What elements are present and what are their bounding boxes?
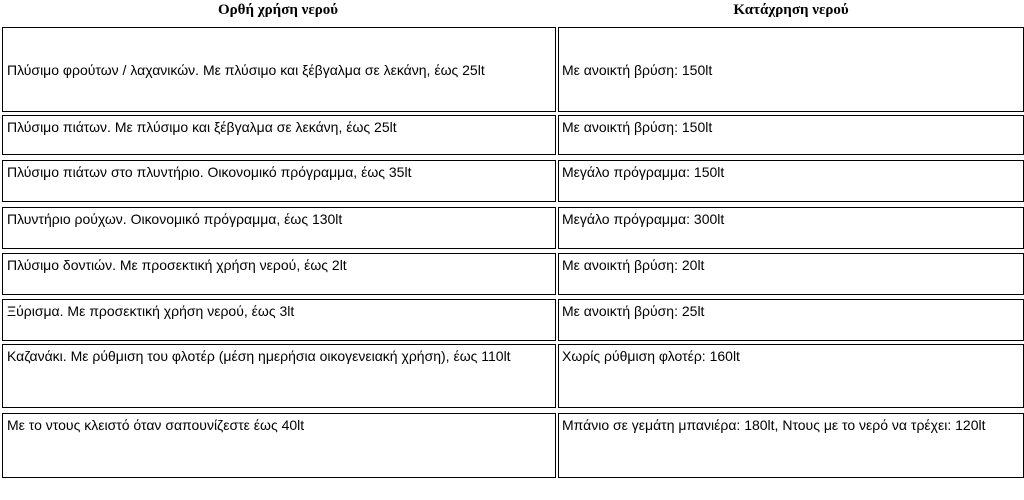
table-cell-proper-use [2,160,556,202]
table-cell-proper-use [2,344,556,408]
cell-text: Καζανάκι. Με ρύθμιση του φλοτέρ (μέση ημερήσια οικογενειακή χρήση), έως 110lt [7,348,511,364]
cell-text: Με ανοικτή βρύση: 150lt [562,62,713,78]
cell-text: Με ανοικτή βρύση: 150lt [562,119,713,135]
cell-text: Πλυντήριο ρούχων. Οικονομικό πρόγραμμα, έως 130lt [7,211,343,227]
table-cell-proper-use [2,413,556,478]
table-cell-proper-use [2,27,556,112]
table-cell-water-abuse [558,253,1024,295]
column-header-water-abuse: Κατάχρηση νερού [733,2,849,18]
column-header-proper-use: Ορθή χρήση νερού [217,2,339,18]
cell-text: Χωρίς ρύθμιση φλοτέρ: 160lt [562,348,740,364]
cell-text: Πλύσιμο πιάτων στο πλυντήριο. Οικονομικό πρόγραμμα, έως 35lt [7,164,412,180]
cell-text: Πλύσιμο πιάτων. Με πλύσιμο και ξέβγαλμα σε λεκάνη, έως 25lt [7,119,397,135]
cell-text: Με ανοικτή βρύση: 25lt [562,303,705,319]
cell-text: Πλύσιμο δοντιών. Με προσεκτική χρήση νερού, έως 2lt [7,257,347,273]
table-cell-proper-use [2,115,556,155]
table-cell-water-abuse [558,115,1024,155]
table-cell-proper-use [2,253,556,295]
cell-text: Με το ντους κλειστό όταν σαπουνίζεστε έως 40lt [7,417,305,433]
table-cell-proper-use [2,299,556,341]
cell-text: Με ανοικτή βρύση: 20lt [562,257,705,273]
cell-text: Μπάνιο σε γεμάτη μπανιέρα: 180lt, Ντους με το νερό να τρέχει: 120lt [562,417,986,433]
table-cell-proper-use [2,207,556,249]
table-cell-water-abuse [558,413,1024,478]
cell-text: Πλύσιμο φρούτων / λαχανικών. Με πλύσιμο και ξέβγαλμα σε λεκάνη, έως 25lt [7,62,485,78]
table-cell-water-abuse [558,160,1024,202]
cell-text: Μεγάλο πρόγραμμα: 150lt [562,164,725,180]
table-cell-water-abuse [558,299,1024,341]
cell-text: Ξύρισμα. Με προσεκτική χρήση νερού, έως 3lt [7,303,295,319]
table-cell-water-abuse [558,344,1024,408]
cell-text: Μεγάλο πρόγραμμα: 300lt [562,211,725,227]
table-cell-water-abuse [558,207,1024,249]
table-cell-water-abuse [558,27,1024,112]
